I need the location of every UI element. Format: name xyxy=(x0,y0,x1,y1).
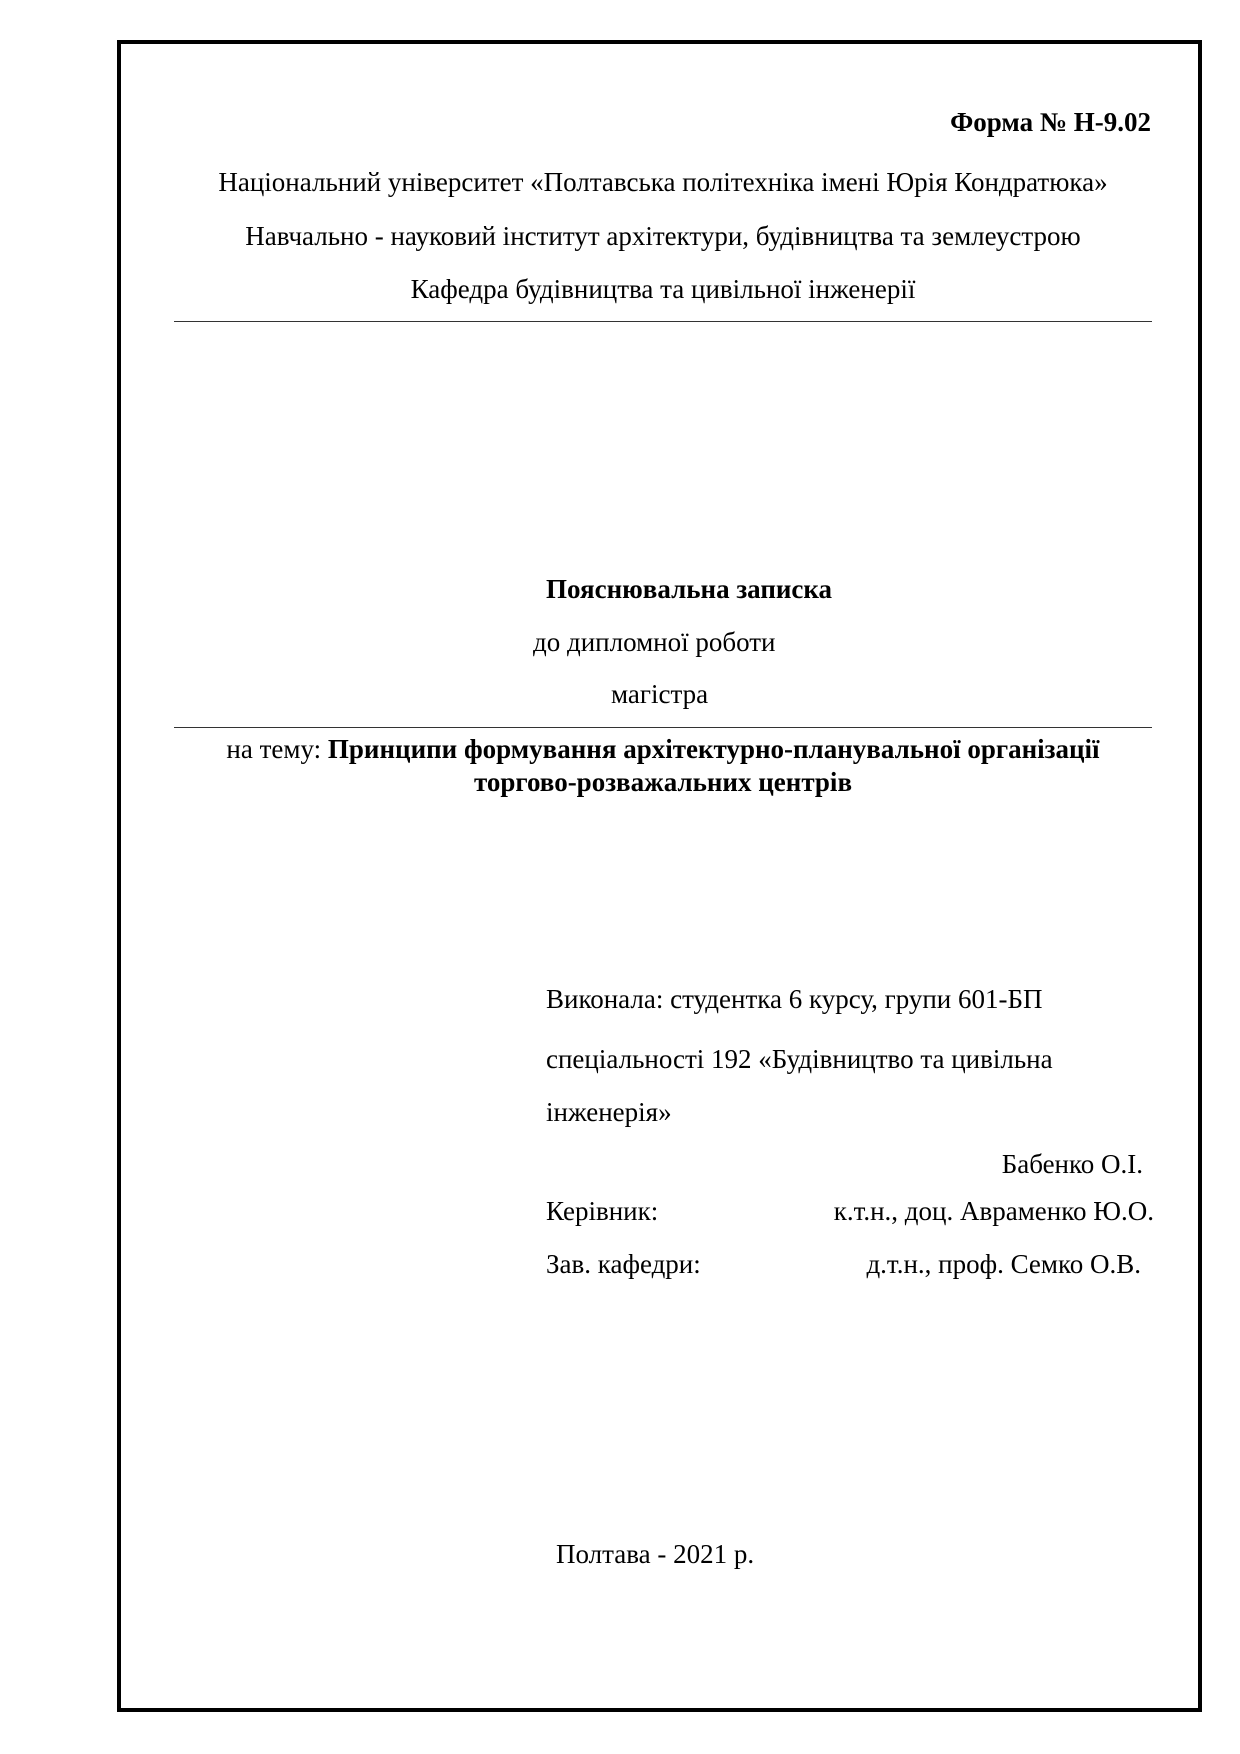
university-name: Національний університет «Полтавська політехніка імені Юрія Кондратюка» xyxy=(218,167,1108,197)
city-year: Полтава - 2021 р. xyxy=(556,1539,755,1569)
head-of-department-name: д.т.н., проф. Семко О.В. xyxy=(866,1249,1141,1279)
performed-by-line-2: спеціальності 192 «Будівництво та цивільна xyxy=(546,1044,1053,1074)
form-number: Форма № Н-9.02 xyxy=(950,107,1151,137)
department-name: Кафедра будівництва та цивільної інженерії xyxy=(410,274,916,304)
supervisor-name: к.т.н., доц. Авраменко Ю.О. xyxy=(833,1196,1154,1226)
performed-by-line-3: інженерія» xyxy=(546,1097,672,1127)
performed-by-line-1: Виконала: студентка 6 курсу, групи 601-БП xyxy=(546,984,1043,1014)
supervisor-label: Керівник: xyxy=(546,1196,659,1226)
topic-divider xyxy=(174,727,1152,728)
header-divider xyxy=(174,321,1152,322)
document-title: Пояснювальна записка xyxy=(546,574,833,604)
degree-label: магістра xyxy=(611,679,709,709)
topic-prefix: на тему: xyxy=(226,734,328,764)
institute-name: Навчально - науковий інститут архітектури, будівництва та землеустрою xyxy=(245,221,1081,251)
topic-title-part2: торгово-розважальних центрів xyxy=(473,767,853,797)
topic-line-1 xyxy=(174,733,1152,765)
document-subtitle: до дипломної роботи xyxy=(533,627,776,657)
topic-title-part1: Принципи формування архітектурно-планувальної організації xyxy=(327,734,1100,764)
student-name: Бабенко О.І. xyxy=(1001,1149,1143,1179)
head-of-department-label: Зав. кафедри: xyxy=(546,1249,701,1279)
